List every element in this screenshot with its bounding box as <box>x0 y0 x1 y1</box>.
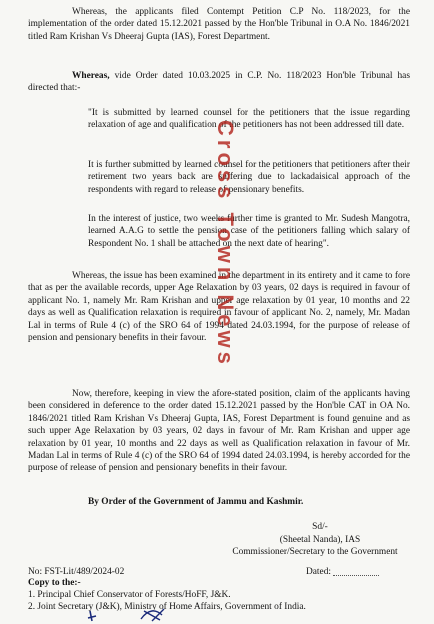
dated-field <box>306 566 379 578</box>
recipient-2: 2. Joint Secretary (J&K), Ministry of Home Affairs, Government of India. <box>28 602 306 612</box>
paragraph-lead: Whereas, <box>72 71 110 81</box>
paragraph-contempt-petition: Whereas, the applicants filed Contempt Petition C.P No. 118/2023, for the implementation of the order dated 15.12.2021 passed by the Hon'ble Tribunal in O.A No. 1846/2021 titled Ram Krishan Vs Dheeraj Gupta (IAS), Forest Department. <box>28 7 410 42</box>
dated-blank <box>333 568 379 576</box>
quote-paragraph-3: In the interest of justice, two weeks further time is granted to Mr. Sudesh Mangotra, learned A.A.G to settle the pension case of the petitioners falling which salary of Respondent No. 1 shall be attached on the next date of hearing". <box>88 214 410 249</box>
order-number: No: FST-Lit/489/2024-02 <box>28 567 125 577</box>
paragraph-text: vide Order dated 10.03.2025 in C.P. No. 118/2023 Hon'ble Tribunal has directed that:- <box>28 71 410 94</box>
quote-paragraph-2: It is further submitted by learned counsel for the petitioners that petitioners after their retirement two years back are suffering due to lackadaisical approach of the respondents with regard to release of pensionary benefits. <box>88 160 410 195</box>
dated-label: Dated: <box>306 567 331 577</box>
copy-to-heading: Copy to the:- <box>28 578 81 588</box>
quote-paragraph-1: "It is submitted by learned counsel for the petitioners that the issue regarding relaxation of age and qualification of the petitioners has not been addressed till date. <box>88 108 410 131</box>
news-watermark: Cross Town News <box>213 120 238 368</box>
paragraph-decision: Now, therefore, keeping in view the afore-stated position, claim of the applicants having been considered in deference to the order dated 15.12.2021 passed by the Hon'ble CAT in OA No. 1846/2021 titled Ram Krishan Vs Dheeraj Gupta, IAS, Forest Department is found genuine and as such upper Age Relaxation by 03 years, 02 days in favour of Mr. Ram Krishan and upper age relaxation by 01 year, 10 months and 22 days as well as Qualification relaxation in favour of Mr. Madan Lal in terms of Rule 4 (c) of the SRO 64 of 1994 dated 24.03.1994, is hereby accorded for the purpose of release of pension and pensionary benefits in their favour. <box>28 389 410 474</box>
signature-sd: Sd/- <box>312 522 328 532</box>
initials-scribble <box>86 607 182 624</box>
recipient-1: 1. Principal Chief Conservator of Forests/HoFF, J&K. <box>28 590 231 600</box>
order-line: By Order of the Government of Jammu and Kashmir. <box>88 497 304 507</box>
paragraph-examination: Whereas, the issue has been examined in the department in its entirety and it came to fore that as per the available records, upper Age Relaxation by 03 years, 02 days is required in favour of applicant No. 1, namely Mr. Ram Krishan and upper age relaxation by 01 year, 10 months and 22 days as well as Qualification relaxation is required in favour of applicant No. 2, namely, Mr. Madan Lal in terms of Rule 4 (c) of the SRO 64 of 1994 dated 24.03.1994, for the purpose of release of pension and pensionary benefits in their favour. <box>28 271 410 344</box>
signatory-designation: Commissioner/Secretary to the Government <box>232 547 398 557</box>
paragraph-tribunal-order <box>28 70 410 95</box>
signatory-name: (Sheetal Nanda), IAS <box>279 535 361 545</box>
